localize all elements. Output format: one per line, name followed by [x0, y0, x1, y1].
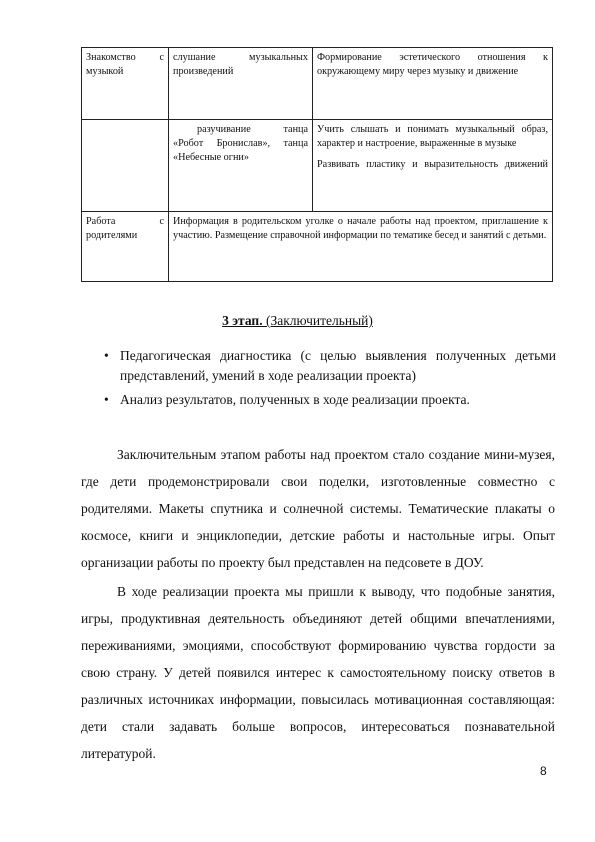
stage-heading-bold: 3 этап.: [222, 313, 263, 328]
bullet-list: [100, 346, 556, 414]
stage-heading: [0, 313, 595, 329]
table-row: [82, 48, 553, 120]
table-cell-content: [169, 120, 313, 212]
cell-text: Работа с родителями: [86, 216, 164, 241]
body-paragraph: Заключительным этапом работы над проектом стало создание мини-музея, где дети продемонстрировали свои поделки, изготовленные совместно с родителями. Макеты спутника и солнечной системы. Тематические плакаты о космосе, книги и энциклопедии, детские работы и настольные игры. Опыт организации работы по проекту был представлен на педсовете в ДОУ.: [81, 447, 555, 570]
list-item: [100, 390, 556, 410]
cell-text: Учить слышать и понимать музыкальный образ, характер и настроение, выраженные в музыке: [317, 124, 548, 149]
table-cell-activity: [82, 48, 169, 120]
table-row: [82, 212, 553, 282]
project-plan-table: [81, 47, 553, 282]
table-cell-content: [169, 48, 313, 120]
table-cell-activity: [82, 120, 169, 212]
cell-text: Формирование эстетического отношения к окружающему миру через музыку и движение: [317, 52, 548, 77]
body-paragraph: В ходе реализации проекта мы пришли к выводу, что подобные занятия, игры, продуктивная деятельность объединяют детей общими впечатлениями, переживаниями, эмоциями, способствуют формированию чувства гордости за свою страну. У детей появился интерес к самостоятельному поиску ответов в различных источниках информации, повысилась мотивационная составляющая: дети стали задавать больше вопросов, интересоваться познавательной литературой.: [81, 584, 555, 761]
list-item: [100, 346, 556, 386]
cell-text: слушание музыкальных произведений: [173, 52, 308, 77]
page-number: 8: [540, 764, 547, 778]
table-cell-goal: [313, 48, 553, 120]
cell-text: Информация в родительском уголке о начале работы над проектом, приглашение к участию. Размещение справочной информации по тематике бесед и занятий с детьми.: [173, 216, 548, 241]
cell-text: Знакомство с музыкой: [86, 52, 164, 77]
cell-text: разучивание танца «Робот Бронислав», танца «Небесные огни»: [173, 124, 308, 163]
list-item-text: Педагогическая диагностика (с целью выявления полученных детьми представлений, умений в ходе реализации проекта): [120, 348, 556, 383]
table-cell-content: [169, 212, 553, 282]
bullet-icon: •: [104, 348, 109, 363]
cell-text: Развивать пластику и выразительность движений: [317, 159, 548, 170]
stage-heading-rest: (Заключительный): [262, 313, 373, 328]
table-cell-goal: [313, 120, 553, 212]
table-cell-activity: [82, 212, 169, 282]
bullet-icon: •: [104, 392, 109, 407]
table-row: [82, 120, 553, 212]
list-item-text: Анализ результатов, полученных в ходе реализации проекта.: [120, 392, 470, 407]
